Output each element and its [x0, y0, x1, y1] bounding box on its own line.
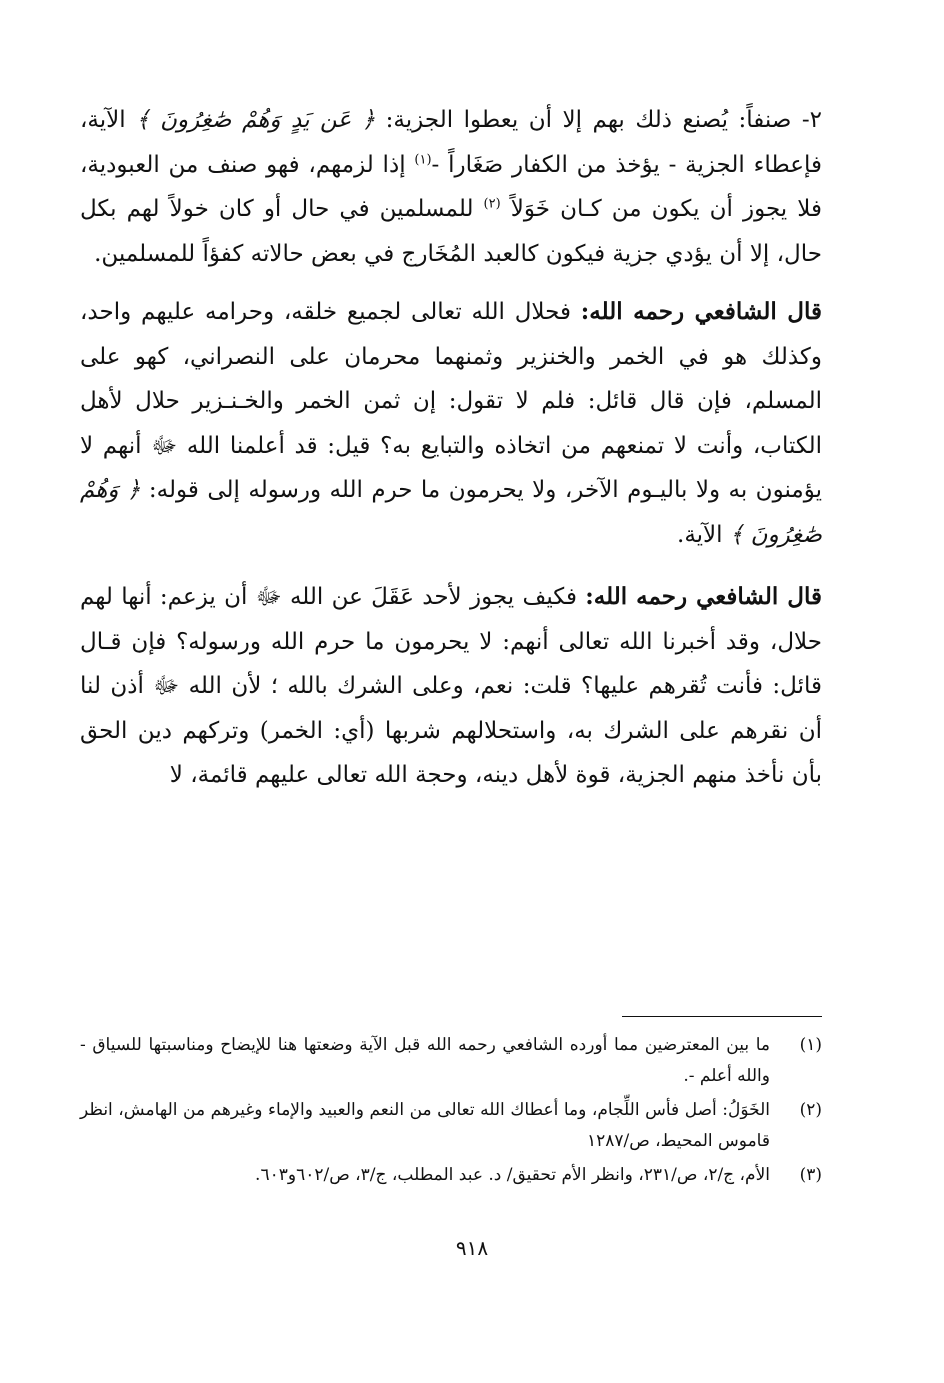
- paragraph-2-lead: قال الشافعي رحمه الله:: [580, 298, 822, 325]
- footnote-text: الأم، ج/٢، ص/٢٣١، وانظر الأم تحقيق/ د. عبد المطلب، ج/٣، ص/٦٠٢و٦٠٣.: [255, 1165, 770, 1185]
- footnote-1: [80, 1030, 822, 1092]
- paragraph-3: [80, 575, 822, 798]
- footnote-ref-2[interactable]: (٢): [483, 196, 501, 212]
- paragraph-3-lead: قال الشافعي رحمه الله:: [585, 583, 822, 610]
- quran-verse: ﴿ عَن يَدٍ وَهُمْ صَٰغِرُونَ ﴾: [136, 107, 376, 133]
- footnote-text: الخَوَلُ: أصل فأس اللِّجام، وما أعطاك الله تعالى من النعم والعبيد والإماء وغيرهم من الهامش، انظر قاموس المحيط، ص/١٢٨٧: [80, 1100, 770, 1151]
- paragraph-2-text-a: فحلال الله تعالى لجميع خلقه، وحرامه عليهم واحد، وكذلك هو في الخمر والخنزير وثمنهما محرمان على النصراني، كهو على المسلم، فإن قال قائل: فلم لا تقول: إن ثمن الخمر والخـنـزير حلال لأهل الكتاب، وأنت لا تمنعهم من اتخاذه والتبايع به؟ قيل: قد أعلمنا الله ﷻ أنهم لا يؤمنون به ولا باليـوم الآخر، ولا يحرمون ما حرم الله ورسوله إلى قوله:: [80, 299, 822, 503]
- footnote-text: ما بين المعترضين مما أورده الشافعي رحمه الله قبل الآية وضعتها هنا للإيضاح ومناسبتها للسياق - والله أعلم -.: [80, 1035, 770, 1086]
- footnote-number: (١): [799, 1035, 822, 1055]
- paragraph-2: [80, 290, 822, 557]
- footnote-number: (٢): [799, 1100, 822, 1120]
- footnote-number: (٣): [799, 1165, 822, 1185]
- page-number: ٩١٨: [455, 1236, 489, 1260]
- footnote-ref-1[interactable]: (١): [414, 151, 432, 167]
- paragraph-3-text: فكيف يجوز لأحد عَقَلَ عن الله ﷻ أن يزعم: أنها لهم حلال، وقد أخبرنا الله تعالى أنهم: لا يحرمون ما حرم الله ورسوله؟ فإن قـال قائل: فأنت تُقرهم عليها؟ قلت: نعم، وعلى الشرك بالله ؛ لأن الله ﷻ أذن لنا أن نقرهم على الشرك به، واستحلالهم شربها (أي: الخمر) وتركهم دين الحق بأن نأخذ منهم الجزية، قوة لأهل دينه، وحجة الله تعالى عليهم قائمة، لا: [80, 584, 822, 788]
- paragraph-1-text-a: ٢- صنفاً: يُصنع ذلك بهم إلا أن يعطوا الجزية:: [375, 107, 822, 133]
- paragraph-2-text-b: الآية.: [677, 521, 730, 548]
- quran-verse: ﴿ وَهُمْ صَٰغِرُونَ ﴾: [80, 477, 822, 548]
- paragraph-1-text-d: للمسلمين في حال أو كان خولاً لهم بكل حال، إلا أن يؤدي جزية فيكون كالعبد المُخَارج في بعض حالاته كفؤاً للمسلمين.: [80, 196, 822, 267]
- footnote-2: [80, 1095, 822, 1157]
- paragraph-1-text-c: إذا لزمهم، فهو صنف من العبودية، فلا يجوز أن يكون من كـان خَوَلاً: [80, 151, 822, 222]
- footnote-divider: [622, 1016, 822, 1017]
- page-body: [80, 98, 822, 798]
- paragraph-1: [80, 98, 822, 276]
- footnote-3: [80, 1160, 822, 1191]
- footnotes: [80, 1030, 822, 1194]
- paragraph-1-text-b: الآية، فإعطاء الجزية - يؤخذ من الكفار صَغَاراً -: [80, 107, 822, 178]
